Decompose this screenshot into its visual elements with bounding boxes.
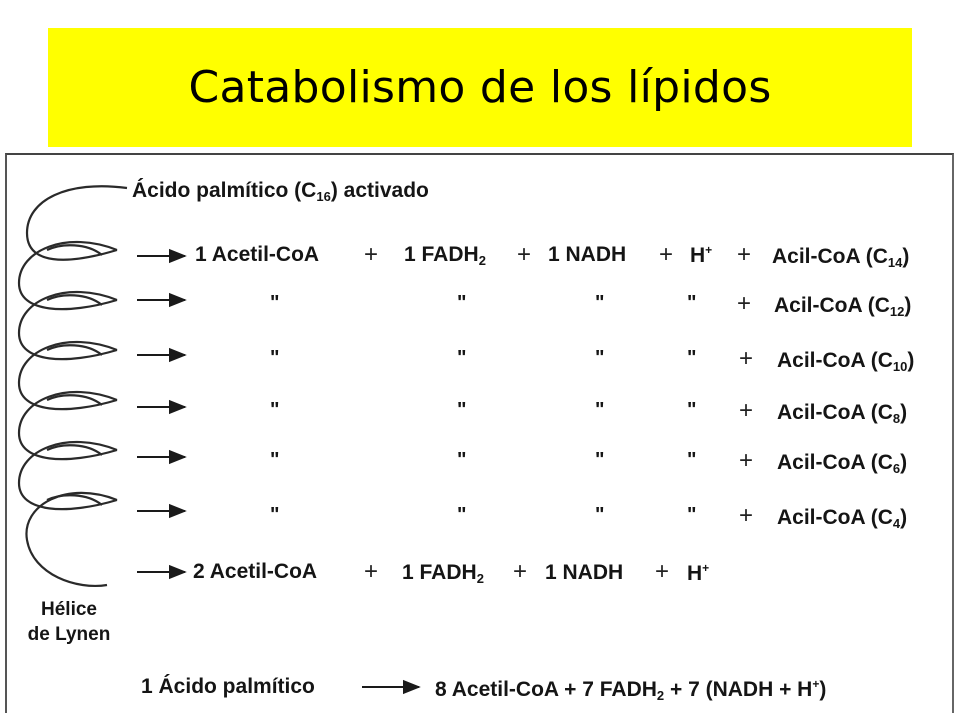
plus-sign: + xyxy=(364,241,379,268)
summary-reactant: 1 Ácido palmítico xyxy=(141,675,315,698)
start-label: Ácido palmítico $(C_{16})$ activado xyxy=(132,179,429,204)
ditto-mark: " xyxy=(595,449,605,471)
plus-sign: + xyxy=(739,502,754,529)
ditto-mark: " xyxy=(457,399,467,421)
nadh-final: 1 NADH xyxy=(545,561,624,584)
h-plus-1: H+ xyxy=(690,243,713,267)
acyl-coa-c8: Acil-CoA $(C_8)$ xyxy=(777,401,908,426)
ditto-mark: " xyxy=(595,347,605,369)
acyl-coa-c6: Acil-CoA $(C_6)$ xyxy=(777,451,908,476)
plus-sign: + xyxy=(737,290,752,317)
ditto-mark: " xyxy=(270,347,280,369)
ditto-mark: " xyxy=(687,347,697,369)
ditto-mark: " xyxy=(595,399,605,421)
plus-sign: + xyxy=(659,241,674,268)
ditto-mark: " xyxy=(457,292,467,314)
ditto-mark: " xyxy=(687,504,697,526)
ditto-mark: " xyxy=(270,292,280,314)
plus-sign: + xyxy=(655,558,670,585)
plus-sign: + xyxy=(739,345,754,372)
h-plus-final: H+ xyxy=(687,561,710,585)
nadh-1: 1 NADH xyxy=(548,243,627,266)
helix-label: Hélice de Lynen xyxy=(27,599,111,645)
plus-sign: + xyxy=(513,558,528,585)
helix-spiral xyxy=(19,186,127,586)
summary-product: 8 Acetil-CoA + 7 $FADH_2 + 7$ (NADH + H+) xyxy=(435,677,827,703)
fadh2-final: 1 $FADH_2$ xyxy=(402,561,484,586)
acyl-coa-c12: Acil-CoA $(C_{12})$ xyxy=(774,294,912,319)
acetil-coa-1: 1 Acetil-CoA xyxy=(195,243,320,266)
ditto-mark: " xyxy=(595,292,605,314)
acyl-coa-c10: Acil-CoA $(C_{10})$ xyxy=(777,349,915,374)
page-title: Catabolismo de los lípidos xyxy=(188,62,772,113)
acyl-coa-c14: Acil-CoA $(C_{14})$ xyxy=(772,245,910,270)
lynen-helix-figure xyxy=(5,153,954,713)
ditto-mark: " xyxy=(270,449,280,471)
ditto-mark: " xyxy=(270,399,280,421)
ditto-mark: " xyxy=(457,347,467,369)
acyl-coa-c4: Acil-CoA $(C_4)$ xyxy=(777,506,908,531)
plus-sign: + xyxy=(364,558,379,585)
ditto-mark: " xyxy=(457,504,467,526)
helix-drawing xyxy=(7,155,952,715)
ditto-mark: " xyxy=(457,449,467,471)
ditto-mark: " xyxy=(687,399,697,421)
plus-sign: + xyxy=(517,241,532,268)
plus-sign: + xyxy=(739,447,754,474)
ditto-mark: " xyxy=(595,504,605,526)
plus-sign: + xyxy=(739,397,754,424)
ditto-mark: " xyxy=(687,292,697,314)
acetil-coa-2: 2 Acetil-CoA xyxy=(193,560,318,583)
ditto-mark: " xyxy=(687,449,697,471)
plus-sign: + xyxy=(737,241,752,268)
ditto-mark: " xyxy=(270,504,280,526)
fadh2-1: 1 $FADH_2$ xyxy=(404,243,486,268)
title-banner xyxy=(48,28,912,147)
